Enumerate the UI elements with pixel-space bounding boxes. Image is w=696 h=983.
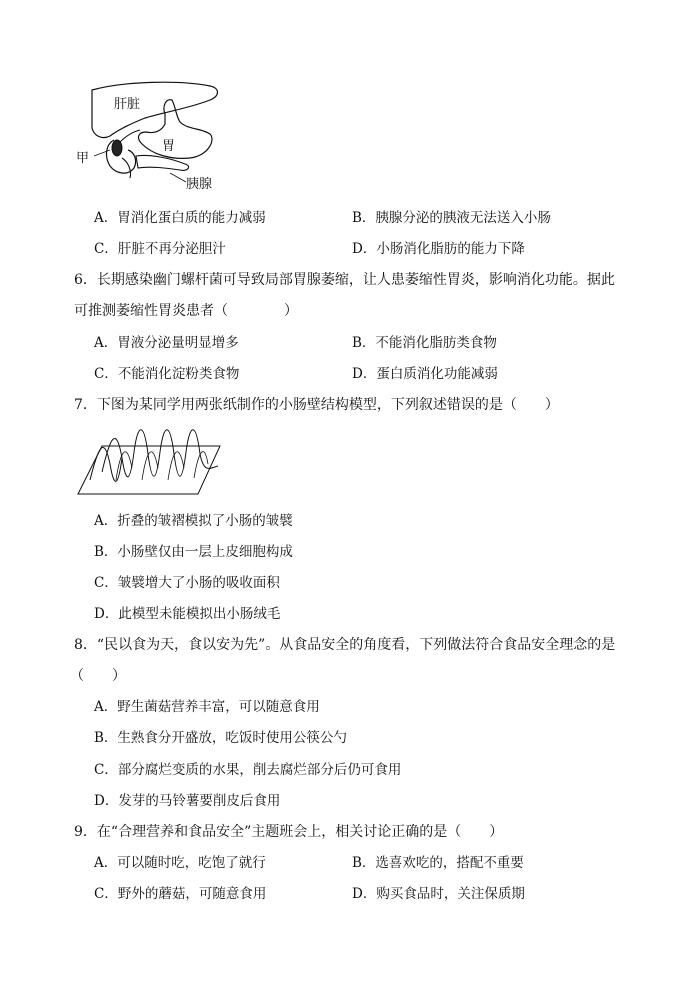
q5-option-d: D．小肠消化脂肪的能力下降 [352,241,525,257]
q8-option-c: C．部分腐烂变质的水果，削去腐烂部分后仍可食用 [94,762,402,778]
q7-option-a: A．折叠的皱褶模拟了小肠的皱襞 [94,513,293,529]
stomach-shape [139,100,212,159]
liver-label: 肝脏 [114,97,141,112]
q8-option-d: D．发芽的马铃薯要削皮后食用 [94,793,281,809]
q6-stem-line1: 6．长期感染幽门螺杆菌可导致局部胃腺萎缩，让人患萎缩性胃炎，影响消化功能。据此 [74,272,615,288]
q9-stem: 9．在“合理营养和食品安全”主题班会上，相关讨论正确的是（ ） [74,824,504,840]
q6-option-a: A．胃液分泌量明显增多 [94,335,239,351]
q9-option-b: B．选喜欢吃的，搭配不重要 [352,855,524,871]
q7-option-d: D．此模型未能模拟出小肠绒毛 [94,606,281,622]
q5-option-b: B．胰腺分泌的胰液无法送入小肠 [352,210,551,226]
q7-stem: 7．下图为某同学用两张纸制作的小肠壁结构模型，下列叙述错误的是（ ） [74,397,559,413]
intestine-wall-model-figure [74,418,224,498]
jia-label: 甲 [76,151,90,166]
stomach-label: 胃 [162,139,176,154]
q5-option-a: A．胃消化蛋白质的能力减弱 [94,210,266,226]
q6-stem-line2: 可推测萎缩性胃炎患者（ ） [74,303,298,319]
q5-option-c: C．肝脏不再分泌胆汁 [94,241,226,257]
q6-option-c: C．不能消化淀粉类食物 [94,366,240,382]
q9-option-a: A．可以随时吃，吃饱了就行 [94,855,266,871]
pancreas-label: 胰腺 [186,177,213,192]
q6-option-b: B．不能消化脂肪类食物 [352,335,497,351]
q7-option-c: C．皱襞增大了小肠的吸收面积 [94,575,280,591]
q6-option-d: D．蛋白质消化功能减弱 [352,366,498,382]
q7-option-b: B．小肠壁仅由一层上皮细胞构成 [94,544,293,560]
q9-option-d: D．购买食品时，关注保质期 [352,886,525,902]
q8-stem-line1: 8．“民以食为天，食以安为先”。从食品安全的角度看，下列做法符合食品安全理念的是 [74,637,616,653]
q8-stem-line2: （ ） [70,668,126,684]
q8-option-b: B．生熟食分开盛放，吃饭时使用公筷公勺 [94,730,347,746]
gallbladder-shape [112,140,122,156]
q9-option-c: C．野外的蘑菇，可随意食用 [94,886,267,902]
q8-option-a: A．野生菌菇营养丰富，可以随意食用 [94,699,320,715]
digestive-system-figure [70,78,250,198]
pancreas-shape [136,155,189,170]
